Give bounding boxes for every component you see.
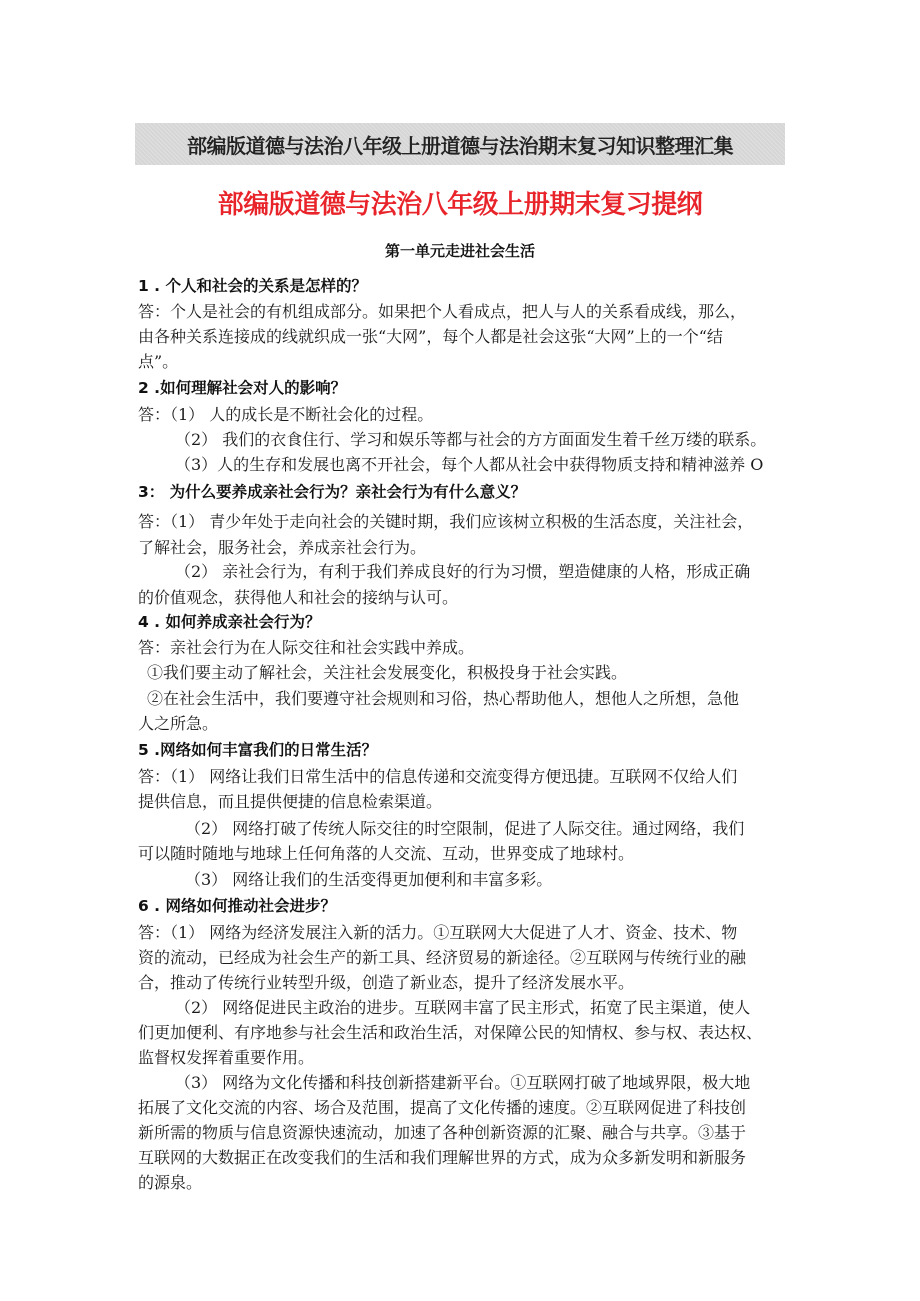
- answer-line: 可以随时随地与地球上任何角落的人交流、互动，世界变成了地球村。: [138, 844, 635, 863]
- answer-line: （2） 网络促进民主政治的进步。互联网丰富了民主形式，拓宽了民主渠道，使人: [175, 998, 751, 1017]
- answer-line: ①我们要主动了解社会，关注社会发展变化，积极投身于社会实践。: [147, 663, 628, 682]
- answer-line: 由各种关系连接成的线就织成一张“大网”，每个人都是社会这张“大网”上的一个“结: [138, 327, 723, 346]
- answer-line: 拓展了文化交流的内容、场合及范围，提高了文化传播的速度。②互联网促进了科技创: [138, 1098, 747, 1117]
- answer-line: 提供信息，而且提供便捷的信息检索渠道。: [138, 792, 443, 811]
- answer-line: 的源泉。: [138, 1173, 203, 1192]
- answer-line: （3）人的生存和发展也离不开社会，每个人都从社会中获得物质支持和精神滋养 O: [175, 455, 764, 474]
- question-4: 4 . 如何养成亲社会行为？: [138, 613, 321, 631]
- answer-line: ②在社会生活中，我们要遵守社会规则和习俗，热心帮助他人，想他人之所想，急他: [147, 689, 740, 708]
- document-banner: 部编版道德与法治八年级上册道德与法治期末复习知识整理汇集: [135, 123, 785, 165]
- answer-line: 互联网的大数据正在改变我们的生活和我们理解世界的方式，成为众多新发明和新服务: [138, 1148, 747, 1167]
- answer-line: （2） 亲社会行为，有利于我们养成良好的行为习惯，塑造健康的人格，形成正确: [175, 562, 751, 581]
- answer-line: 们更加便利、有序地参与社会生活和政治生活，对保障公民的知情权、参与权、表达权、: [138, 1023, 763, 1042]
- question-5: 5 .网络如何丰富我们的日常生活？: [138, 741, 378, 759]
- main-title: 部编版道德与法治八年级上册期末复习提纲: [217, 190, 703, 220]
- answer-line: 答：（1） 人的成长是不断社会化的过程。: [138, 405, 434, 424]
- answer-line: 合，推动了传统行业转型升级，创造了新业态，提升了经济发展水平。: [138, 973, 635, 992]
- question-3: 3： 为什么要养成亲社会行为？亲社会行为有什么意义？: [138, 483, 527, 501]
- question-2: 2 .如何理解社会对人的影响？: [138, 379, 347, 397]
- answer-line: 资的流动，已经成为社会生产的新工具、经济贸易的新途径。②互联网与传统行业的融: [138, 948, 747, 967]
- answer-line: 答：个人是社会的有机组成部分。如果把个人看成点，把人与人的关系看成线，那么，: [138, 302, 747, 321]
- answer-line: 的价值观念，获得他人和社会的接纳与认可。: [138, 588, 459, 607]
- question-6: 6 . 网络如何推动社会进步？: [138, 897, 336, 915]
- unit-title: 第一单元走进社会生活: [384, 242, 535, 260]
- answer-line: 人之所急。: [138, 714, 219, 733]
- answer-line: 答：（1） 网络让我们日常生活中的信息传递和交流变得方便迅捷。互联网不仅给人们: [138, 767, 738, 786]
- answer-line: 点”。: [138, 352, 179, 371]
- question-1: 1 . 个人和社会的关系是怎样的？: [138, 277, 367, 295]
- answer-line: 答：亲社会行为在人际交往和社会实践中养成。: [138, 638, 475, 657]
- answer-line: 了解社会，服务社会，养成亲社会行为。: [138, 538, 427, 557]
- answer-line: 监督权发挥着重要作用。: [138, 1048, 315, 1067]
- answer-line: （3） 网络让我们的生活变得更加便利和丰富多彩。: [185, 870, 553, 889]
- answer-line: （2） 我们的衣食住行、学习和娱乐等都与社会的方方面面发生着千丝万缕的联系。: [175, 430, 767, 449]
- answer-line: 新所需的物质与信息资源快速流动，加速了各种创新资源的汇聚、融合与共享。③基于: [138, 1123, 747, 1142]
- answer-line: 答：（1） 青少年处于走向社会的关键时期，我们应该树立积极的生活态度，关注社会，: [138, 512, 754, 531]
- answer-line: 答：（1） 网络为经济发展注入新的活力。①互联网大大促进了人才、资金、技术、物: [138, 923, 738, 942]
- answer-line: （3） 网络为文化传播和科技创新搭建新平台。①互联网打破了地域界限，极大地: [175, 1073, 751, 1092]
- answer-line: （2） 网络打破了传统人际交往的时空限制，促进了人际交往。通过网络，我们: [185, 819, 745, 838]
